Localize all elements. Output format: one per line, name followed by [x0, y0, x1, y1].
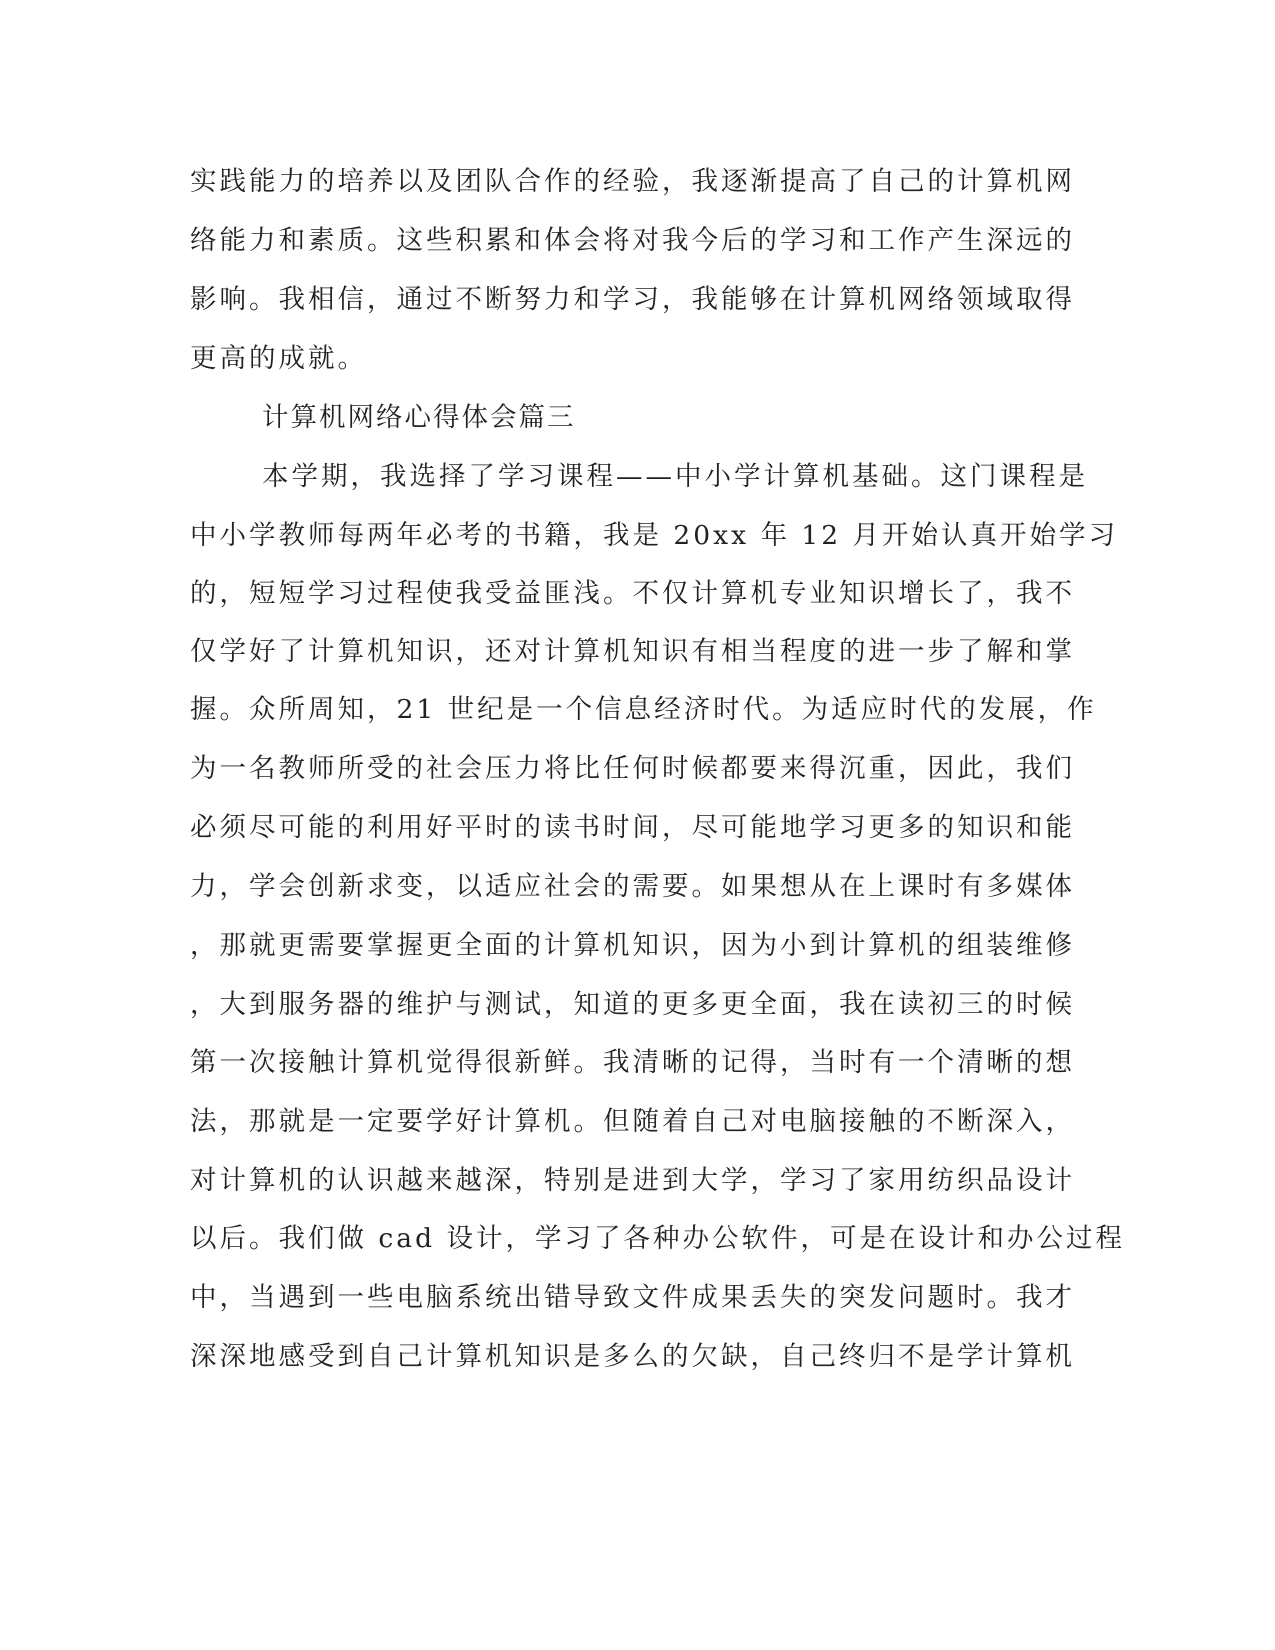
paragraph-line: 仅学好了计算机知识，还对计算机知识有相当程度的进一步了解和掌	[190, 636, 1075, 667]
paragraph-line: 对计算机的认识越来越深，特别是进到大学，学习了家用纺织品设计	[190, 1165, 1075, 1196]
paragraph-line: 影响。我相信，通过不断努力和学习，我能够在计算机网络领域取得	[190, 284, 1075, 315]
paragraph-line: 本学期，我选择了学习课程——中小学计算机基础。这门课程是	[262, 461, 1088, 492]
section-heading: 计算机网络心得体会篇三	[262, 402, 576, 433]
paragraph-line: 中小学教师每两年必考的书籍，我是 20xx 年 12 月开始认真开始学习	[190, 520, 1119, 551]
paragraph-line: 络能力和素质。这些积累和体会将对我今后的学习和工作产生深远的	[190, 225, 1075, 256]
paragraph-line: 力，学会创新求变，以适应社会的需要。如果想从在上课时有多媒体	[190, 871, 1075, 902]
paragraph-line: 的，短短学习过程使我受益匪浅。不仅计算机专业知识增长了，我不	[190, 578, 1075, 609]
paragraph-line: 更高的成就。	[190, 343, 367, 374]
paragraph-line: 为一名教师所受的社会压力将比任何时候都要来得沉重，因此，我们	[190, 753, 1075, 784]
paragraph-line: 握。众所周知，21 世纪是一个信息经济时代。为适应时代的发展，作	[190, 694, 1097, 725]
paragraph-line: 深深地感受到自己计算机知识是多么的欠缺，自己终归不是学计算机	[190, 1341, 1075, 1372]
paragraph-line: ，大到服务器的维护与测试，知道的更多更全面，我在读初三的时候	[190, 989, 1075, 1020]
paragraph-line: 以后。我们做 cad 设计，学习了各种办公软件，可是在设计和办公过程	[190, 1223, 1125, 1254]
paragraph-line: ，那就更需要掌握更全面的计算机知识，因为小到计算机的组装维修	[190, 930, 1075, 961]
paragraph-line: 中，当遇到一些电脑系统出错导致文件成果丢失的突发问题时。我才	[190, 1282, 1075, 1313]
paragraph-line: 第一次接触计算机觉得很新鲜。我清晰的记得，当时有一个清晰的想	[190, 1047, 1075, 1078]
paragraph-line: 法，那就是一定要学好计算机。但随着自己对电脑接触的不断深入，	[190, 1106, 1075, 1137]
paragraph-line: 必须尽可能的利用好平时的读书时间，尽可能地学习更多的知识和能	[190, 812, 1075, 843]
paragraph-line: 实践能力的培养以及团队合作的经验，我逐渐提高了自己的计算机网	[190, 166, 1075, 197]
